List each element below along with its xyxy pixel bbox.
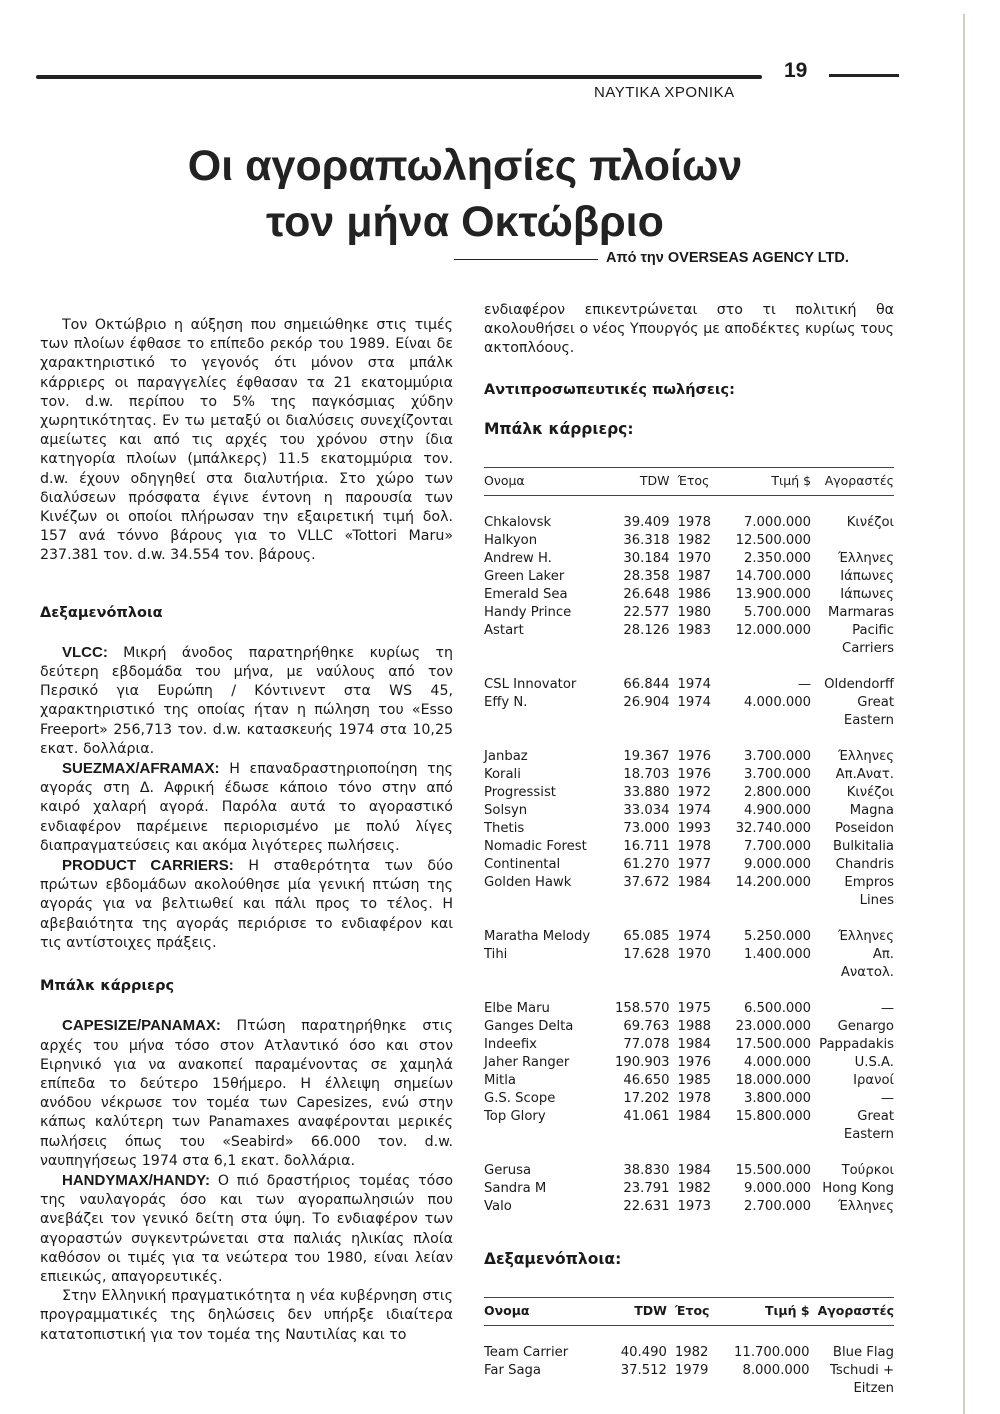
ship-price: 5.250.000 <box>743 929 812 945</box>
ship-name: Tihi <box>484 947 508 963</box>
table-row <box>484 820 894 838</box>
ship-buyer: Τούρκοι <box>841 1163 894 1179</box>
ship-price: 2.700.000 <box>743 1199 812 1215</box>
ship-tdw: 16.711 <box>623 839 670 855</box>
ship-name: Ganges Delta <box>484 1019 574 1035</box>
table-row <box>484 1108 894 1144</box>
table-row <box>484 1344 894 1362</box>
ship-buyer: Ιάπωνες <box>840 587 894 603</box>
ship-tdw: 46.650 <box>623 1073 670 1089</box>
ship-buyer: Hong Kong <box>822 1181 894 1197</box>
ship-buyer: Great Eastern <box>843 695 894 729</box>
section-heading-tankers: Δεξαμενόπλοια <box>40 604 163 621</box>
col-header-name: Ονομα <box>484 1298 591 1326</box>
ship-name: Far Saga <box>484 1363 541 1379</box>
ship-name: Nomadic Forest <box>484 839 587 855</box>
col-header-buyers: Αγοραστές <box>818 1298 894 1326</box>
representative-sales-heading: Αντιπροσωπευτικές πωλήσεις: <box>484 381 735 398</box>
table-row <box>484 838 894 856</box>
ship-buyer: Marmaras <box>828 605 894 621</box>
page-number: 19 <box>784 59 808 82</box>
ship-tdw: 26.904 <box>623 695 670 711</box>
ship-buyer: Empros Lines <box>844 875 894 909</box>
table-row <box>484 676 894 694</box>
ship-buyer <box>819 532 894 550</box>
table-row <box>484 622 894 658</box>
ship-name: Elbe Maru <box>484 1001 550 1017</box>
ship-price: 9.000.000 <box>743 1181 812 1197</box>
ship-name: Gerusa <box>484 1163 532 1179</box>
ship-tdw: 37.512 <box>620 1363 667 1379</box>
ship-year: 1983 <box>677 623 712 639</box>
bulk-sales-body <box>484 496 894 1217</box>
ship-year: 1988 <box>677 1019 712 1035</box>
ship-buyer: Έλληνες <box>837 749 894 765</box>
table-row <box>484 766 894 784</box>
page-edge <box>963 14 965 1414</box>
ship-buyer: Έλληνες <box>837 1199 894 1215</box>
ship-price: 23.000.000 <box>735 1019 812 1035</box>
ship-tdw: 36.318 <box>623 533 670 549</box>
table-row <box>484 784 894 802</box>
ship-buyer: Magna <box>849 803 894 819</box>
ship-name: Handy Prince <box>484 605 572 621</box>
ship-tdw: 18.703 <box>623 767 670 783</box>
ship-year: 1984 <box>677 875 712 891</box>
ship-name: Maratha Melody <box>484 929 591 945</box>
ship-price: 4.000.000 <box>743 695 812 711</box>
ship-name: Team Carrier <box>484 1345 569 1361</box>
paragraph-product: PRODUCT CARRIERS: Η σταθερότητα των δύο πρώτων εβδομάδων ακολούθησε μία γενική πτώση της αγοράς για να βελτιωθεί και πάλι προς το τέλος. Η αβεβαιότητα της αγοράς περιόρισε το ενδιαφέρον και τις αντίστοιχες πράξεις. <box>40 857 453 951</box>
ship-buyer: Έλληνες <box>837 551 894 567</box>
table-row <box>484 604 894 622</box>
tanker-sales-body <box>484 1326 894 1399</box>
ship-price: 14.700.000 <box>735 569 812 585</box>
col-header-price: Τιμή $ <box>723 1298 818 1326</box>
paragraph-capesize: CAPESIZE/PANAMAX: Πτώση παρατηρήθηκε στις αρχές του μήνα τόσο στον Ατλαντικό όσο και στον Ειρηνικό για να ανακοπεί παραμένοντας σε χαμηλά επίπεδα το δεύτερο 15θήμερο. Η έλλειψη σημείων ανόδου νέκρωσε τον τομέα των Capesizes, ενώ στην κάπως καλύτερη των Panamaxes αναφέρονται μερικές πωλήσεις όπως του «Seabird» 66.000 τον. d.w. ναυπηγήσεως 1974 στα 6,1 εκατ. δολλάρια. <box>40 1017 453 1169</box>
table-row <box>484 1000 894 1018</box>
table-row <box>484 532 894 550</box>
paragraph-handymax: HANDYMAX/HANDY: Ο πιό δραστήριος τομέας τόσο της ναυλαγοράς όσο και των αγοραπωλησιών που ανεβάζει τον γενικό δείτη στα ύψη. Το ενδιαφέρον των αγοραστών συγκεντρώνεται στα παλιάς ηλικίας πλοία καθόσον οι τιμές για τα νεώτερα του 1980, είναι λείαν επιεικώς, απαγορευτικές. <box>40 1171 453 1285</box>
ship-buyer: Chandris <box>835 857 894 873</box>
ship-tdw: 17.202 <box>623 1091 670 1107</box>
ship-name: Andrew H. <box>484 551 552 567</box>
ship-year: 1982 <box>677 533 712 549</box>
ship-buyer: Pappadakis <box>819 1037 894 1053</box>
ship-tdw: 61.270 <box>623 857 670 873</box>
ship-price: 18.000.000 <box>735 1073 812 1089</box>
ship-year: 1975 <box>677 1001 712 1017</box>
ship-year: 1980 <box>677 605 712 621</box>
ship-price: 9.000.000 <box>743 857 812 873</box>
table-row <box>484 802 894 820</box>
ship-year: 1974 <box>677 695 712 711</box>
ship-year: 1978 <box>677 515 712 531</box>
ship-price: 5.700.000 <box>743 605 812 621</box>
ship-year: 1976 <box>677 767 712 783</box>
ship-price: 1.400.000 <box>743 947 812 963</box>
ship-name: Chkalovsk <box>484 515 552 531</box>
ship-name: Top Glory <box>484 1109 546 1125</box>
intro-paragraph: Τον Οκτώβριο η αύξηση που σημειώθηκε στις τιμές των πλοίων έφθασε το επίπεδο ρεκόρ του 1989. Είναι δε χαρακτηριστικό το γεγονός ότι μόνον στα μπάλκ κάρριερς οι παραγγελίες έφθασαν τα 21 εκατομμύρια τον. d.w. περίπου το 5% της παγκόσμιας χύδην χωρητικότητας. Εν τω μεταξύ οι διαλύσεις συνεχίζονται αμείωτες και από τις αρχές του χρόνου στην ίδια κατηγορία πλοίων (μπάλκερς) 11.5 εκατομμύρια τον. d.w. έχουν οδηγηθεί στα διαλυτήρια. Στο χώρο των διαλύσεων πρόσφατα έγινε έντονη η παρουσία των Κινέζων οι οποίοι πλήρωσαν την εξαιρετική τιμή δολ. 157 ανά τόννο βάρους για το VLLC «Tottori Maru» 237.381 τον. d.w. 34.554 τον. βάρους. <box>40 317 453 564</box>
ship-name: Continental <box>484 857 561 873</box>
ship-buyer: Genargo <box>837 1019 894 1035</box>
ship-year: 1986 <box>677 587 712 603</box>
ship-name: Effy N. <box>484 695 528 711</box>
ship-year: 1987 <box>677 569 712 585</box>
lead-vlcc: VLCC: <box>62 643 108 661</box>
bulk-sales-table <box>484 467 894 1216</box>
table-row <box>484 928 894 946</box>
ship-tdw: 33.880 <box>623 785 670 801</box>
ship-name: Janbaz <box>484 749 528 765</box>
ship-buyer: Oldendorff <box>824 677 894 693</box>
ship-tdw: 39.409 <box>623 515 670 531</box>
col-header-tdw: TDW <box>591 1298 675 1326</box>
ship-name: Golden Hawk <box>484 875 572 891</box>
byline <box>454 250 849 266</box>
ship-price: 4.000.000 <box>743 1055 812 1071</box>
ship-tdw: 17.628 <box>623 947 670 963</box>
ship-name: Korali <box>484 767 521 783</box>
ship-name: Green Laker <box>484 569 565 585</box>
ship-price: 2.350.000 <box>743 551 812 567</box>
ship-year: 1978 <box>677 1091 712 1107</box>
ship-buyer: Bulkitalia <box>832 839 894 855</box>
left-column <box>40 316 453 1345</box>
table-row <box>484 1362 894 1398</box>
ship-price: 7.700.000 <box>743 839 812 855</box>
ship-buyer: Blue Flag <box>832 1345 894 1361</box>
ship-year: 1993 <box>677 821 712 837</box>
table-row <box>484 1036 894 1054</box>
ship-name: Halkyon <box>484 533 538 549</box>
ship-buyer: Κινέζοι <box>846 515 894 531</box>
ship-tdw: 22.631 <box>623 1199 670 1215</box>
ship-year: 1974 <box>677 677 712 693</box>
ship-tdw: 30.184 <box>623 551 670 567</box>
ship-tdw: 38.830 <box>623 1163 670 1179</box>
ship-name: Mitla <box>484 1073 516 1089</box>
ship-price: 7.000.000 <box>743 515 812 531</box>
ship-name: Sandra M <box>484 1181 547 1197</box>
ship-name: G.S. Scope <box>484 1091 556 1107</box>
col-header-buyers: Αγοραστές <box>819 468 894 496</box>
ship-buyer: Ιάπωνες <box>840 569 894 585</box>
ship-tdw: 77.078 <box>623 1037 670 1053</box>
ship-tdw: 26.648 <box>623 587 670 603</box>
ship-year: 1984 <box>677 1163 712 1179</box>
ship-buyer: — <box>880 1091 894 1107</box>
ship-year: 1974 <box>677 803 712 819</box>
ship-price: — <box>797 677 812 693</box>
table-row <box>484 1054 894 1072</box>
ship-tdw: 69.763 <box>623 1019 670 1035</box>
ship-price: 17.500.000 <box>735 1037 812 1053</box>
lead-capesize: CAPESIZE/PANAMAX: <box>62 1017 221 1035</box>
ship-price: 14.200.000 <box>735 875 812 891</box>
table-row <box>484 1018 894 1036</box>
ship-tdw: 41.061 <box>623 1109 670 1125</box>
right-column <box>484 301 894 1398</box>
ship-buyer: Απ. Ανατολ. <box>840 947 894 981</box>
ship-price: 2.800.000 <box>743 785 812 801</box>
running-head: ΝΑΥΤΙΚΑ ΧΡΟΝΙΚΑ <box>594 84 735 101</box>
ship-buyer: Απ.Ανατ. <box>835 767 894 783</box>
table-row <box>484 1162 894 1180</box>
ship-price: 4.900.000 <box>743 803 812 819</box>
ship-year: 1984 <box>677 1109 712 1125</box>
ship-year: 1978 <box>677 839 712 855</box>
ship-tdw: 66.844 <box>623 677 670 693</box>
paragraph-greek-politics: Στην Ελληνική πραγματικότητα η νέα κυβέρνηση στις προγραμματικές της δηλώσεις δεν υπήρξε ιδιαίτερα κατατοπιστική για τον τομέα της Ναυτιλίας και το <box>40 1288 453 1343</box>
table-row <box>484 1180 894 1198</box>
table-row <box>484 1090 894 1108</box>
ship-buyer: — <box>880 1001 894 1017</box>
ship-year: 1979 <box>674 1363 709 1379</box>
ship-name: Emerald Sea <box>484 587 568 603</box>
ship-name: Progressist <box>484 785 556 801</box>
ship-price: 3.800.000 <box>743 1091 812 1107</box>
ship-price: 3.700.000 <box>743 749 812 765</box>
title-line-2: τον μήνα Οκτώβριο <box>266 198 664 246</box>
byline-rule <box>454 259 598 260</box>
bulk-table-heading: Μπάλκ κάρριερς: <box>484 419 634 438</box>
ship-year: 1970 <box>677 947 712 963</box>
ship-buyer: Pacific Carriers <box>842 623 894 657</box>
lead-product: PRODUCT CARRIERS: <box>62 857 234 875</box>
ship-tdw: 28.358 <box>623 569 670 585</box>
ship-price: 8.000.000 <box>742 1363 810 1379</box>
ship-tdw: 73.000 <box>623 821 670 837</box>
ship-name: Solsyn <box>484 803 528 819</box>
ship-tdw: 28.126 <box>623 623 670 639</box>
ship-price: 12.000.000 <box>735 623 812 639</box>
col-header-name: Ονομα <box>484 468 593 496</box>
ship-buyer: Έλληνες <box>837 929 894 945</box>
paragraph-suezmax: SUEZMAX/AFRAMAX: Η επαναδραστηριοποίηση της αγοράς στη Δ. Αφρική έδωσε κάποιο τόνο στην από καιρό χαλαρή αγορά. Παρόλα αυτά το αγοραστικό ενδιαφέρον παρέμεινε περιορισμένο με πολύ λίγες διαπραγματεύσεις και ακόμα λιγότερες πωλήσεις. <box>40 760 453 854</box>
ship-tdw: 37.672 <box>623 875 670 891</box>
title-line-1: Οι αγοραπωλησίες πλοίων <box>187 142 743 190</box>
ship-year: 1972 <box>677 785 712 801</box>
table-row <box>484 568 894 586</box>
table-row <box>484 1198 894 1216</box>
table-row <box>484 694 894 730</box>
ship-tdw: 33.034 <box>623 803 670 819</box>
table-row <box>484 586 894 604</box>
ship-buyer: Great Eastern <box>843 1109 894 1143</box>
header-rule-left <box>36 75 762 79</box>
paragraph-vlcc: VLCC: Μικρή άνοδος παρατηρήθηκε κυρίως τη δεύτερη εβδομάδα του μήνα, με ναύλους από τον Περσικό για Ευρώπη / Κόντινεντ στα WS 45, χαρακτηριστικό της οποίας ήταν η πώληση του «Esso Freeport» 256,713 τον. d.w. κατασκευής 1974 στα 10,25 εκατ. δολλάρια. <box>40 643 453 757</box>
ship-tdw: 23.791 <box>623 1181 670 1197</box>
ship-price: 3.700.000 <box>743 767 812 783</box>
table-row <box>484 1072 894 1090</box>
table-row <box>484 946 894 982</box>
lead-suezmax: SUEZMAX/AFRAMAX: <box>62 760 220 778</box>
ship-year: 1982 <box>674 1345 709 1361</box>
ship-name: Thetis <box>484 821 525 837</box>
ship-name: CSL Innovator <box>484 677 577 693</box>
ship-price: 6.500.000 <box>743 1001 812 1017</box>
tanker-sales-table <box>484 1297 894 1398</box>
continued-paragraph: ενδιαφέρον επικεντρώνεται στο τι πολιτική θα ακολουθήσει ο νέος Υπουργός με αποδέκτες κυρίως τους ακτοπλόους. <box>484 302 894 357</box>
ship-year: 1974 <box>677 929 712 945</box>
ship-year: 1973 <box>677 1199 712 1215</box>
section-heading-bulk: Μπάλκ κάρριερς <box>40 978 175 995</box>
ship-price: 32.740.000 <box>735 821 812 837</box>
ship-year: 1985 <box>677 1073 712 1089</box>
ship-year: 1982 <box>677 1181 712 1197</box>
ship-buyer: Κινέζοι <box>846 785 894 801</box>
ship-year: 1976 <box>677 749 712 765</box>
col-header-year: Έτος <box>675 1298 723 1326</box>
ship-name: Astart <box>484 623 524 639</box>
ship-buyer: Poseidon <box>835 821 894 837</box>
ship-tdw: 22.577 <box>623 605 670 621</box>
ship-year: 1984 <box>677 1037 712 1053</box>
tankers-table-heading: Δεξαμενόπλοια: <box>484 1250 622 1269</box>
ship-name: Jaher Ranger <box>484 1055 570 1071</box>
ship-price: 11.700.000 <box>734 1345 810 1361</box>
table-row <box>484 874 894 910</box>
ship-tdw: 158.570 <box>614 1001 670 1017</box>
table-row <box>484 856 894 874</box>
ship-price: 12.500.000 <box>735 533 812 549</box>
article-title <box>0 138 930 250</box>
ship-name: Indeefix <box>484 1037 537 1053</box>
table-row <box>484 514 894 532</box>
ship-tdw: 190.903 <box>614 1055 670 1071</box>
col-header-tdw: TDW <box>593 468 677 496</box>
ship-buyer: Tschudi + Eitzen <box>830 1363 894 1397</box>
ship-buyer: U.S.A. <box>854 1055 894 1071</box>
table-header-row <box>484 1298 894 1326</box>
ship-year: 1976 <box>677 1055 712 1071</box>
ship-buyer: Ιρανοί <box>853 1073 894 1089</box>
col-header-year: Έτος <box>678 468 725 496</box>
ship-price: 15.500.000 <box>735 1163 812 1179</box>
ship-tdw: 19.367 <box>623 749 670 765</box>
lead-handymax: HANDYMAX/HANDY: <box>62 1171 211 1189</box>
ship-tdw: 65.085 <box>623 929 670 945</box>
table-row <box>484 748 894 766</box>
ship-name: Valo <box>484 1199 512 1215</box>
ship-tdw: 40.490 <box>620 1345 667 1361</box>
ship-year: 1970 <box>677 551 712 567</box>
ship-year: 1977 <box>677 857 712 873</box>
ship-price: 13.900.000 <box>735 587 812 603</box>
table-header-row <box>484 468 894 496</box>
table-row <box>484 550 894 568</box>
col-header-price: Τιμή $ <box>725 468 819 496</box>
byline-text: Από την OVERSEAS AGENCY LTD. <box>606 250 849 266</box>
ship-price: 15.800.000 <box>735 1109 812 1125</box>
header-rule-right <box>829 74 899 77</box>
